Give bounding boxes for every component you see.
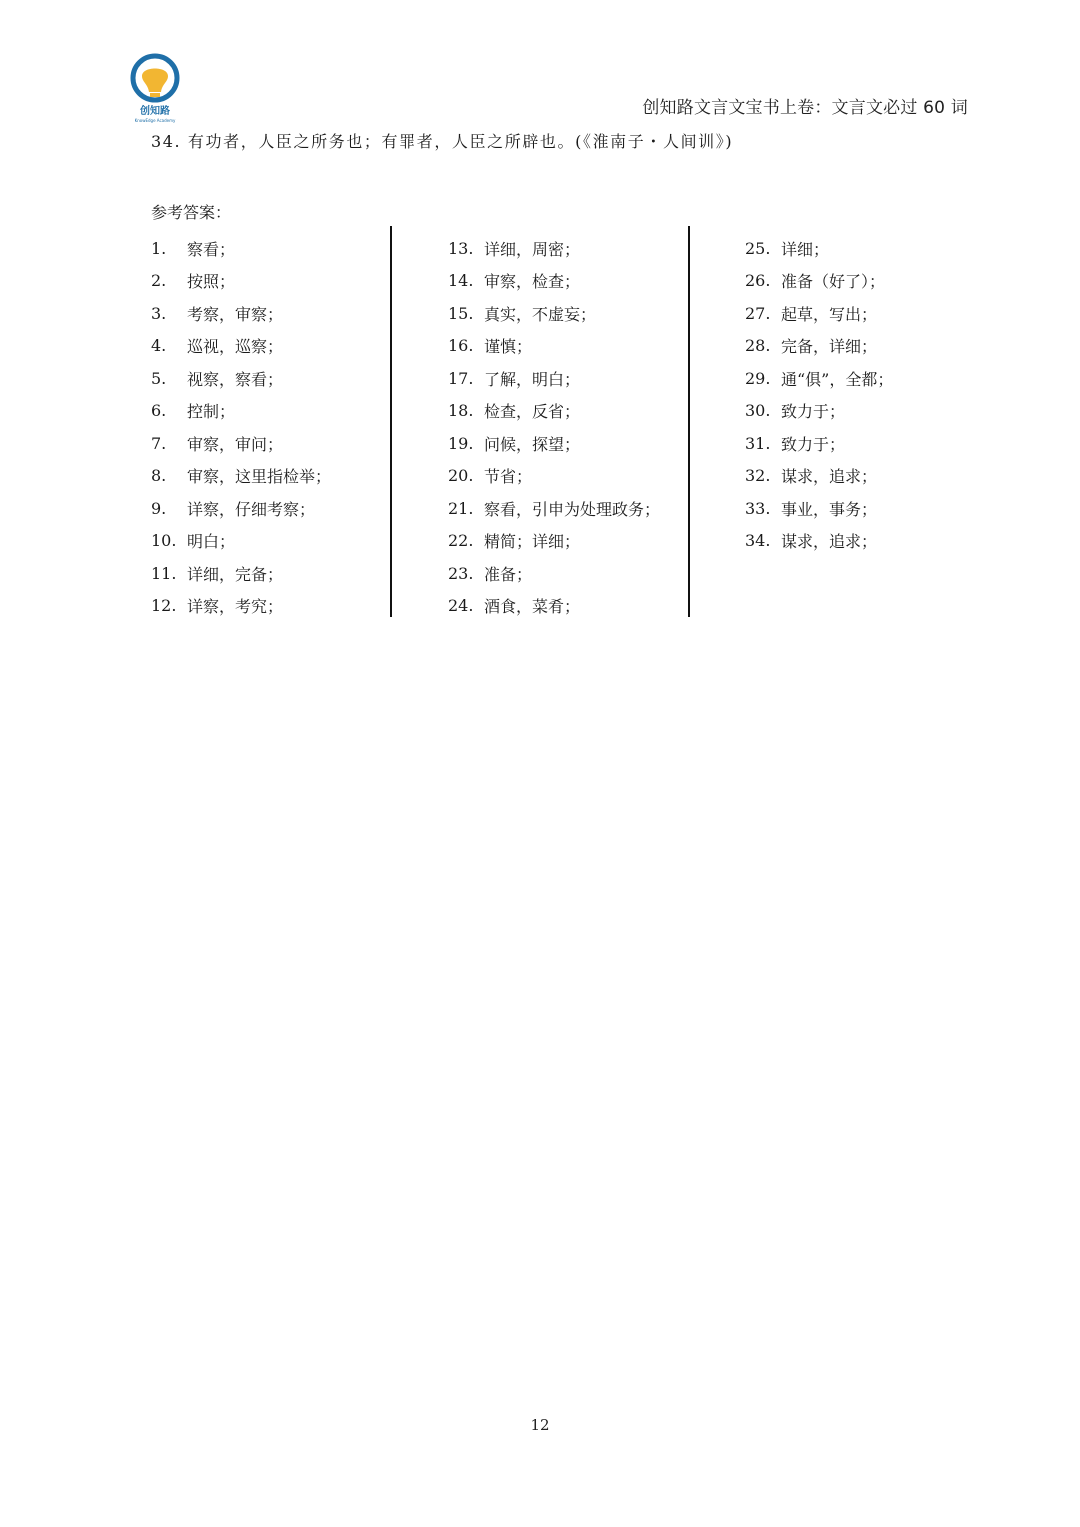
answer-text: 准备； bbox=[484, 564, 533, 584]
answer-number: 14. bbox=[448, 271, 474, 291]
answer-row bbox=[448, 330, 660, 363]
answer-text: 审察，检查； bbox=[484, 272, 581, 292]
answer-row bbox=[151, 362, 331, 395]
answer-row bbox=[745, 232, 893, 265]
answer-text: 谨慎； bbox=[484, 337, 533, 357]
answer-number: 21. bbox=[448, 498, 474, 518]
answer-text: 准备（好了）； bbox=[781, 272, 886, 292]
answer-row bbox=[448, 525, 660, 558]
answer-text: 详细，完备； bbox=[187, 564, 284, 584]
answer-row bbox=[151, 265, 331, 298]
answer-text: 精简；详细； bbox=[484, 532, 581, 552]
answer-number: 13. bbox=[448, 238, 474, 258]
answer-number: 20. bbox=[448, 466, 474, 486]
answer-number: 27. bbox=[745, 303, 771, 323]
answer-row bbox=[745, 362, 893, 395]
answer-row bbox=[745, 460, 893, 493]
answer-row bbox=[448, 297, 660, 330]
answers-column-2 bbox=[448, 232, 660, 622]
answer-number: 29. bbox=[745, 368, 771, 388]
logo bbox=[120, 52, 190, 124]
answer-row bbox=[151, 330, 331, 363]
answer-number: 25. bbox=[745, 238, 771, 258]
answer-text: 了解，明白； bbox=[484, 369, 581, 389]
answer-row bbox=[151, 590, 331, 623]
answer-number: 4. bbox=[151, 336, 167, 356]
answers-label: 参考答案： bbox=[151, 203, 232, 222]
answer-text: 致力于； bbox=[781, 402, 846, 422]
answer-number: 1. bbox=[151, 238, 167, 258]
answer-text: 谋求，追求； bbox=[781, 532, 878, 552]
answer-row bbox=[745, 265, 893, 298]
question-text: 34. 有功者，人臣之所务也；有罪者，人臣之所辟也。(《淮南子・人间训》) bbox=[151, 132, 734, 151]
answer-text: 详察，考究； bbox=[187, 597, 284, 617]
answer-text: 考察，审察； bbox=[187, 304, 284, 324]
column-divider bbox=[390, 226, 392, 617]
page-number: 12 bbox=[530, 1416, 550, 1434]
answer-text: 问候，探望； bbox=[484, 434, 581, 454]
answer-row bbox=[151, 297, 331, 330]
answer-text: 察看； bbox=[187, 239, 236, 259]
answer-number: 5. bbox=[151, 368, 167, 388]
answer-number: 8. bbox=[151, 466, 167, 486]
lightbulb-logo-icon bbox=[120, 52, 190, 124]
answer-row bbox=[448, 362, 660, 395]
answer-number: 23. bbox=[448, 563, 474, 583]
answer-number: 3. bbox=[151, 303, 167, 323]
answer-text: 真实，不虚妄； bbox=[484, 304, 597, 324]
answer-text: 详细，周密； bbox=[484, 239, 581, 259]
answer-number: 7. bbox=[151, 433, 167, 453]
answer-row bbox=[745, 297, 893, 330]
answer-text: 酒食，菜肴； bbox=[484, 597, 581, 617]
answer-text: 检查，反省； bbox=[484, 402, 581, 422]
answer-row bbox=[151, 232, 331, 265]
answer-text: 谋求，追求； bbox=[781, 467, 878, 487]
answer-number: 6. bbox=[151, 401, 167, 421]
answer-number: 26. bbox=[745, 271, 771, 291]
answer-number: 10. bbox=[151, 531, 177, 551]
answer-row bbox=[745, 330, 893, 363]
answer-number: 17. bbox=[448, 368, 474, 388]
answer-number: 16. bbox=[448, 336, 474, 356]
header-title: 创知路文言文宝书上卷：文言文必过 60 词 bbox=[642, 98, 968, 118]
answer-row bbox=[151, 427, 331, 460]
answer-row bbox=[448, 460, 660, 493]
answer-text: 节省； bbox=[484, 467, 533, 487]
answer-number: 18. bbox=[448, 401, 474, 421]
answer-number: 28. bbox=[745, 336, 771, 356]
answer-number: 32. bbox=[745, 466, 771, 486]
answer-text: 完备，详细； bbox=[781, 337, 878, 357]
answer-number: 11. bbox=[151, 563, 177, 583]
answer-text: 控制； bbox=[187, 402, 236, 422]
answer-row bbox=[151, 395, 331, 428]
answer-number: 12. bbox=[151, 596, 177, 616]
answer-number: 31. bbox=[745, 433, 771, 453]
answer-text: 致力于； bbox=[781, 434, 846, 454]
answer-text: 察看，引申为处理政务； bbox=[484, 499, 661, 519]
answer-number: 30. bbox=[745, 401, 771, 421]
column-divider bbox=[688, 226, 690, 617]
answer-number: 19. bbox=[448, 433, 474, 453]
answer-text: 审察，这里指检举； bbox=[187, 467, 332, 487]
answer-text: 通“俱”，全都； bbox=[781, 369, 894, 389]
answers-column-3 bbox=[745, 232, 893, 557]
answer-row bbox=[745, 427, 893, 460]
answer-row bbox=[745, 492, 893, 525]
answer-text: 详细； bbox=[781, 239, 830, 259]
logo-text: 创知路 bbox=[140, 106, 170, 117]
answer-text: 明白； bbox=[187, 532, 236, 552]
answer-row bbox=[448, 590, 660, 623]
answer-number: 34. bbox=[745, 531, 771, 551]
answer-row bbox=[448, 557, 660, 590]
answer-number: 24. bbox=[448, 596, 474, 616]
answer-number: 2. bbox=[151, 271, 167, 291]
answer-row bbox=[151, 525, 331, 558]
answer-row bbox=[448, 395, 660, 428]
answer-text: 审察，审问； bbox=[187, 434, 284, 454]
answer-text: 视察，察看； bbox=[187, 369, 284, 389]
answer-text: 详察，仔细考察； bbox=[187, 499, 316, 519]
answer-row bbox=[151, 557, 331, 590]
answer-number: 9. bbox=[151, 498, 167, 518]
answer-number: 15. bbox=[448, 303, 474, 323]
answer-text: 按照； bbox=[187, 272, 236, 292]
answer-row bbox=[151, 460, 331, 493]
answer-text: 巡视，巡察； bbox=[187, 337, 284, 357]
answer-number: 33. bbox=[745, 498, 771, 518]
logo-subtext: KnowEdge Academy bbox=[134, 118, 176, 123]
answer-text: 起草，写出； bbox=[781, 304, 878, 324]
answer-row bbox=[448, 232, 660, 265]
answer-row bbox=[745, 395, 893, 428]
answer-row bbox=[448, 492, 660, 525]
answer-text: 事业，事务； bbox=[781, 499, 878, 519]
answer-row bbox=[448, 427, 660, 460]
answer-row bbox=[151, 492, 331, 525]
answers-column-1 bbox=[151, 232, 331, 622]
answer-number: 22. bbox=[448, 531, 474, 551]
answer-row bbox=[745, 525, 893, 558]
answer-row bbox=[448, 265, 660, 298]
